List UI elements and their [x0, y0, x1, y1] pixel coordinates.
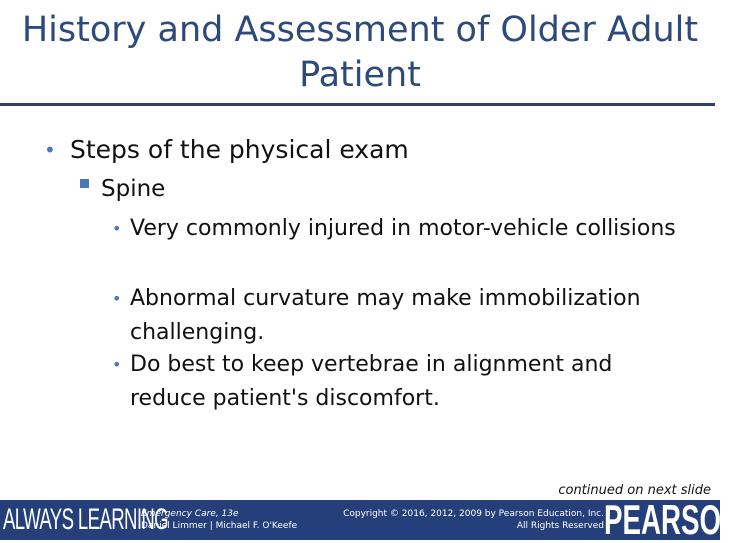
- level3-bullet: •: [112, 289, 122, 308]
- book-authors: Daniel Limmer | Michael F. O'Keefe: [141, 521, 298, 531]
- book-title: Emergency Care, 13e: [141, 509, 239, 519]
- level3-text: Abnormal curvature may make immobilization challenging.: [130, 286, 641, 345]
- copyright-text: Copyright © 2016, 2012, 2009 by Pearson Education, Inc.: [343, 509, 604, 519]
- level1-text: Steps of the physical exam: [70, 135, 409, 164]
- level3-bullet: •: [112, 355, 122, 374]
- copyright-notice: [330, 508, 604, 532]
- level3-bullet: •: [112, 219, 122, 238]
- book-credit: [141, 508, 297, 532]
- pearson-logo: PEARSON: [604, 496, 741, 543]
- level2-text: Spine: [101, 176, 166, 202]
- always-learning-logo: ALWAYS LEARNING: [3, 503, 169, 536]
- level3-text: Very commonly injured in motor-vehicle collisions: [130, 216, 676, 241]
- slide-title: History and Assessment of Older Adult Patient: [21, 10, 699, 95]
- continued-note: continued on next slide: [558, 483, 711, 498]
- rights-text: All Rights Reserved: [516, 521, 604, 531]
- level3-text: Do best to keep vertebrae in alignment and reduce patient's discomfort.: [130, 352, 613, 411]
- level2-square-bullet: [80, 179, 89, 188]
- level1-bullet: •: [44, 138, 56, 162]
